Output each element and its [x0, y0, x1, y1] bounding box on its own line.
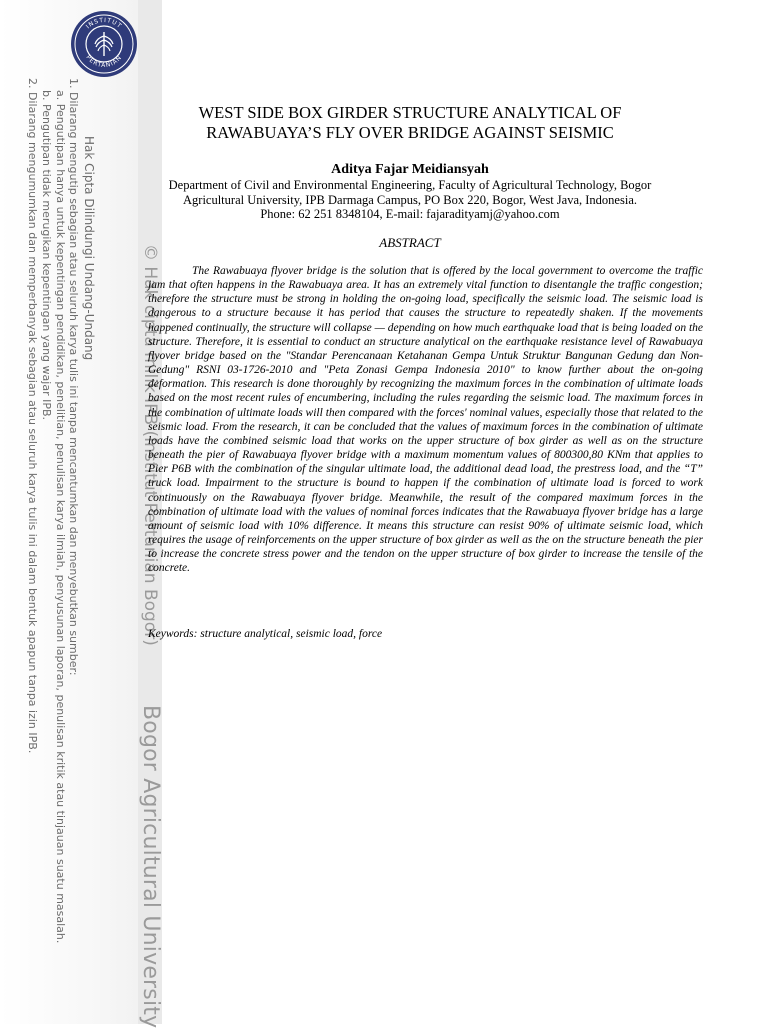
svg-text:PERTANIAN: PERTANIAN: [84, 54, 124, 70]
watermark-rule-1b: b. Pengutipan tidak merugikan kepentingan yang wajar IPB.: [40, 90, 53, 421]
affiliation-contact: Phone: 62 251 8348104, E-mail: fajaradityamj@yahoo.com: [260, 207, 560, 221]
watermark-rule-1: 1. Dilarang mengutip sebagian atau seluruh karya tulis ini tanpa mencantumkan dan menyebutkan sumber:: [67, 78, 80, 676]
affiliation-line-2: Agricultural University, IPB Darmaga Campus, PO Box 220, Bogor, West Java, Indonesia.: [183, 192, 637, 207]
ipb-seal-logo: [70, 10, 138, 78]
abstract-heading: ABSTRACT: [379, 235, 441, 250]
svg-text:INSTITUT: INSTITUT: [84, 16, 124, 31]
watermark-rule-2: 2. Dilarang mengumumkan dan memperbanyak sebagian atau seluruh karya tulis ini dalam bentuk apapun tanpa izin IPB.: [26, 78, 39, 754]
paper-title-line-1: WEST SIDE BOX GIRDER STRUCTURE ANALYTICAL OF: [198, 103, 622, 122]
watermark-copyright-ipb: © Hak cipta milik IPB (Institut Pertanian Bogor): [140, 244, 160, 646]
watermark-copyright-notice: Hak Cipta Dilindungi Undang-Undang: [82, 136, 96, 361]
watermark-university-name: Bogor Agricultural University: [138, 705, 163, 1028]
paper-title: [150, 103, 670, 143]
watermark-rule-1a: a. Pengutipan hanya untuk kepentingan pendidikan, penelitian, penulisan karya ilmiah, penyusunan laporan, penulisan kritik atau tinjauan suatu masalah.: [54, 90, 67, 944]
affiliation-line-1: Department of Civil and Environmental Engineering, Faculty of Agricultural Technology, Bogor: [168, 178, 652, 192]
paper-keywords: Keywords: structure analytical, seismic load, force: [148, 628, 383, 640]
paper-author: Aditya Fajar Meidiansyah: [331, 162, 489, 177]
paper-title-line-2: RAWABUAYA’S FLY OVER BRIDGE AGAINST SEISMIC: [206, 123, 614, 142]
abstract-body: The Rawabuaya flyover bridge is the solution that is offered by the local government to overcome the traffic jam that often happens in the Rawabuaya area. It has an extremely vital function to disentangle the traffic congestion; therefore the structure must be strong in holding the on-going load, specifically the seismic load. The seismic load is dangerous to a structure because it has period that causes the structure to repeatedly shaken. If the movements happened continually, the structure will collapse — depending on how much earthquake load that is being loaded on the structure. Therefore, it is essential to conduct an structure analytical on the earthquake resistance level of Rawabuaya flyover bridge based on the "Standar Perencanaan Ketahanan Gempa Untuk Struktur Bangunan Gedung dan Non-Gedung" RSNI 03-1726-2010 and "Peta Zonasi Gempa Indonesia 2010" to know further about the on-going deformation. This research is done thoroughly by recognizing the maximum forces in the combination of ultimate loads based on the most recent rules of encumbering, including the rules regarding the seismic load. The maximum forces in the combination of ultimate loads will then compared with the forces' nominal values, especially those that related to the seismic load. From the research, it can be concluded that the values of maximum forces in the combination of ultimate loads have the combined seismic load that works on the upper structure of box girder as well as on the structure beneath the pier of Rawabuaya flyover bridge with a maximum momentum values of 800300,80 KNm that applies to Pier P6B with the combination of the singular ultimate load, the additional dead load, the prestress load, and the “T” truck load. Impairment to the structure is bound to happen if the combination of ultimate load is forced to work continuously on the Rawabuaya flyover bridge. Meanwhile, the result of the compared maximum forces in the combination of ultimate load with the values of nominal forces indicates that the Rawabuaya flyover bridge has a large amount of seismic load with 10% difference. It means this structure can resist 90% of ultimate seismic load, which requires the usage of reinforcements on the upper structure of box girder as well as the on the structure beneath the pier to increase the concrete stress power and the tendon on the upper structure of box girder to increase the tensile of the concrete.: [148, 265, 704, 575]
paper-affiliation: [150, 178, 670, 222]
